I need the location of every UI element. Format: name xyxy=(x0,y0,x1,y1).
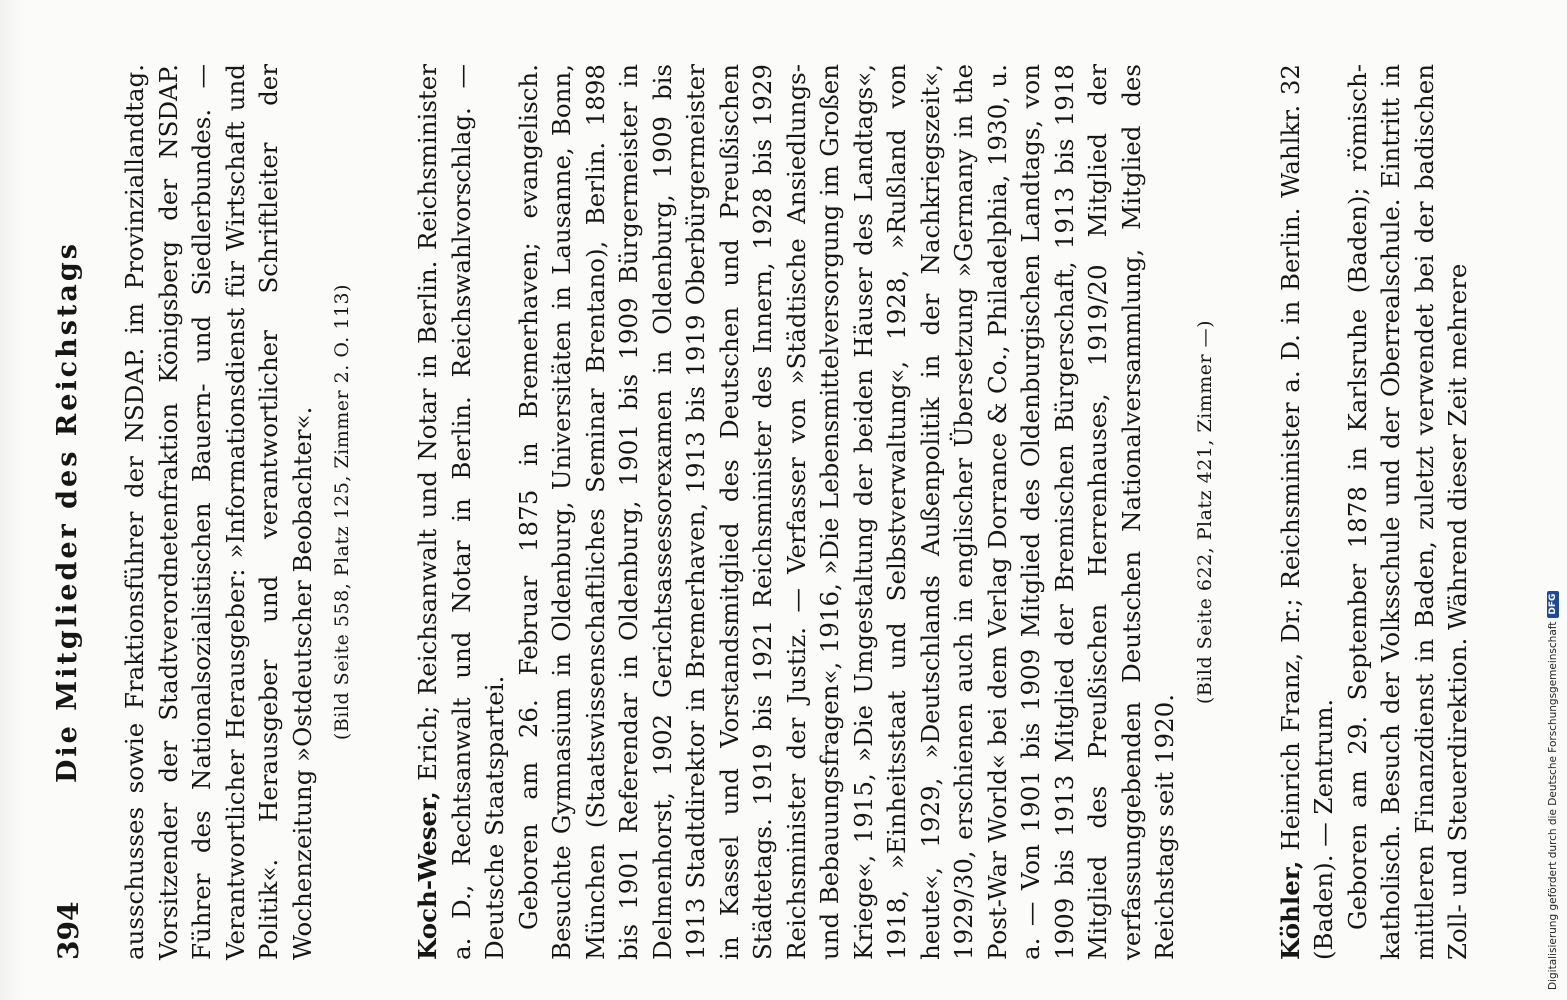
dfg-logo: DFG xyxy=(1547,591,1559,618)
member-intro: Erich; Reichsanwalt und Notar in Berlin. Reichsminister a. D., Rechtsanwalt und Notar in Berlin. Reichswahlvorschlag. — Deutsche Staatspartei. xyxy=(413,64,509,960)
picture-reference: (Bild Seite 622, Platz 421, Zimmer —) xyxy=(1193,319,1216,705)
picture-reference: (Bild Seite 558, Platz 125, Zimmer 2. O. 113) xyxy=(331,283,353,741)
continued-entry xyxy=(118,64,357,960)
continued-entry-text: ausschusses sowie Fraktionsführer der NSDAP. im Provinziallandtag. Vorsitzender der Stadtverordnetenfraktion Königsberg der NSDAP. Führer des Nationalsozialistischen Bauern- und Siedlerbundes. — Verantwortlicher Herausgeber: »Informationsdienst für Wirtschaft und Politik«. Herausgeber und verantwortlicher Schriftleiter der Wochenzeitung »Ostdeutscher Beobachter«. xyxy=(120,64,317,960)
member-entry-koch-weser xyxy=(411,64,1220,960)
page-number: 394 xyxy=(52,901,85,960)
digitization-credit xyxy=(1547,130,1559,990)
member-name: Köhler, xyxy=(1275,860,1305,960)
digitization-credit-text: Digitalisierung gefördert durch die Deutsche Forschungsgemeinschaft xyxy=(1547,621,1559,990)
page-header xyxy=(52,64,100,960)
member-entry-koehler xyxy=(1274,64,1475,960)
member-name: Koch-Weser, xyxy=(413,791,442,960)
member-biography: Geboren am 26. Februar 1875 in Bremerhaven; evangelisch. Besuchte Gymnasium in Oldenburg, Universitäten in Lausanne, Bonn, München (Staatswissenschaftliches Seminar Brentano), Berlin. 1898 bis 1901 Referendar in Oldenburg, 1901 bis 1909 Bürgermeister in Delmenhorst, 1902 Gerichtsassessorexamen in Oldenburg, 1909 bis 1913 Stadtdirektor in Bremerhaven, 1913 bis 1919 Oberbürgermeister in Kassel und Vorstandsmitglied des Deutschen und Preußischen Städtetags. 1919 bis 1921 Reichsminister des Innern, 1928 bis 1929 Reichsminister der Justiz. — Verfasser von »Städtische Ansiedlungs- und Bebauungsfragen«, 1916, »Die Lebensmittelversorgung im Großen Kriege«, 1915, »Die Umgestaltung der beiden Häuser des Landtags«, 1918, »Einheitsstaat und Selbstverwaltung«, 1928, »Rußland von heute«, 1929, »Deutschlands Außenpolitik in der Nachkriegszeit«, 1929/30, erschienen auch in englischer Übersetzung »Germany in the Post-War World« bei dem Verlag Dorrance & Co., Philadelphia, 1930, u. a. — Von 1901 bis 1909 Mitglied des Oldenburgischen Landtags, von 1909 bis 1913 Mitglied der Bremischen Bürgerschaft, 1913 bis 1918 Mitglied des Preußischen Herrenhauses, 1919/20 Mitglied der verfassunggebenden Deutschen Nationalversammlung, Mitglied des Reichstags seit 1920. xyxy=(513,64,1179,960)
member-intro: Heinrich Franz, Dr.; Reichsminister a. D. in Berlin. Wahlkr. 32 (Baden). — Zentrum. xyxy=(1275,63,1338,960)
running-head: Die Mitglieder des Reichstags xyxy=(52,241,83,783)
member-biography: Geboren am 29. September 1878 in Karlsruhe (Baden); römisch-katholisch. Besuch der Volksschule und der Oberrealschule. Eintritt in mittleren Finanzdienst in Baden, zuletzt verwendet bei der badischen Zoll- und Steuerdirektion. Während dieser Zeit mehrere xyxy=(1342,64,1472,960)
